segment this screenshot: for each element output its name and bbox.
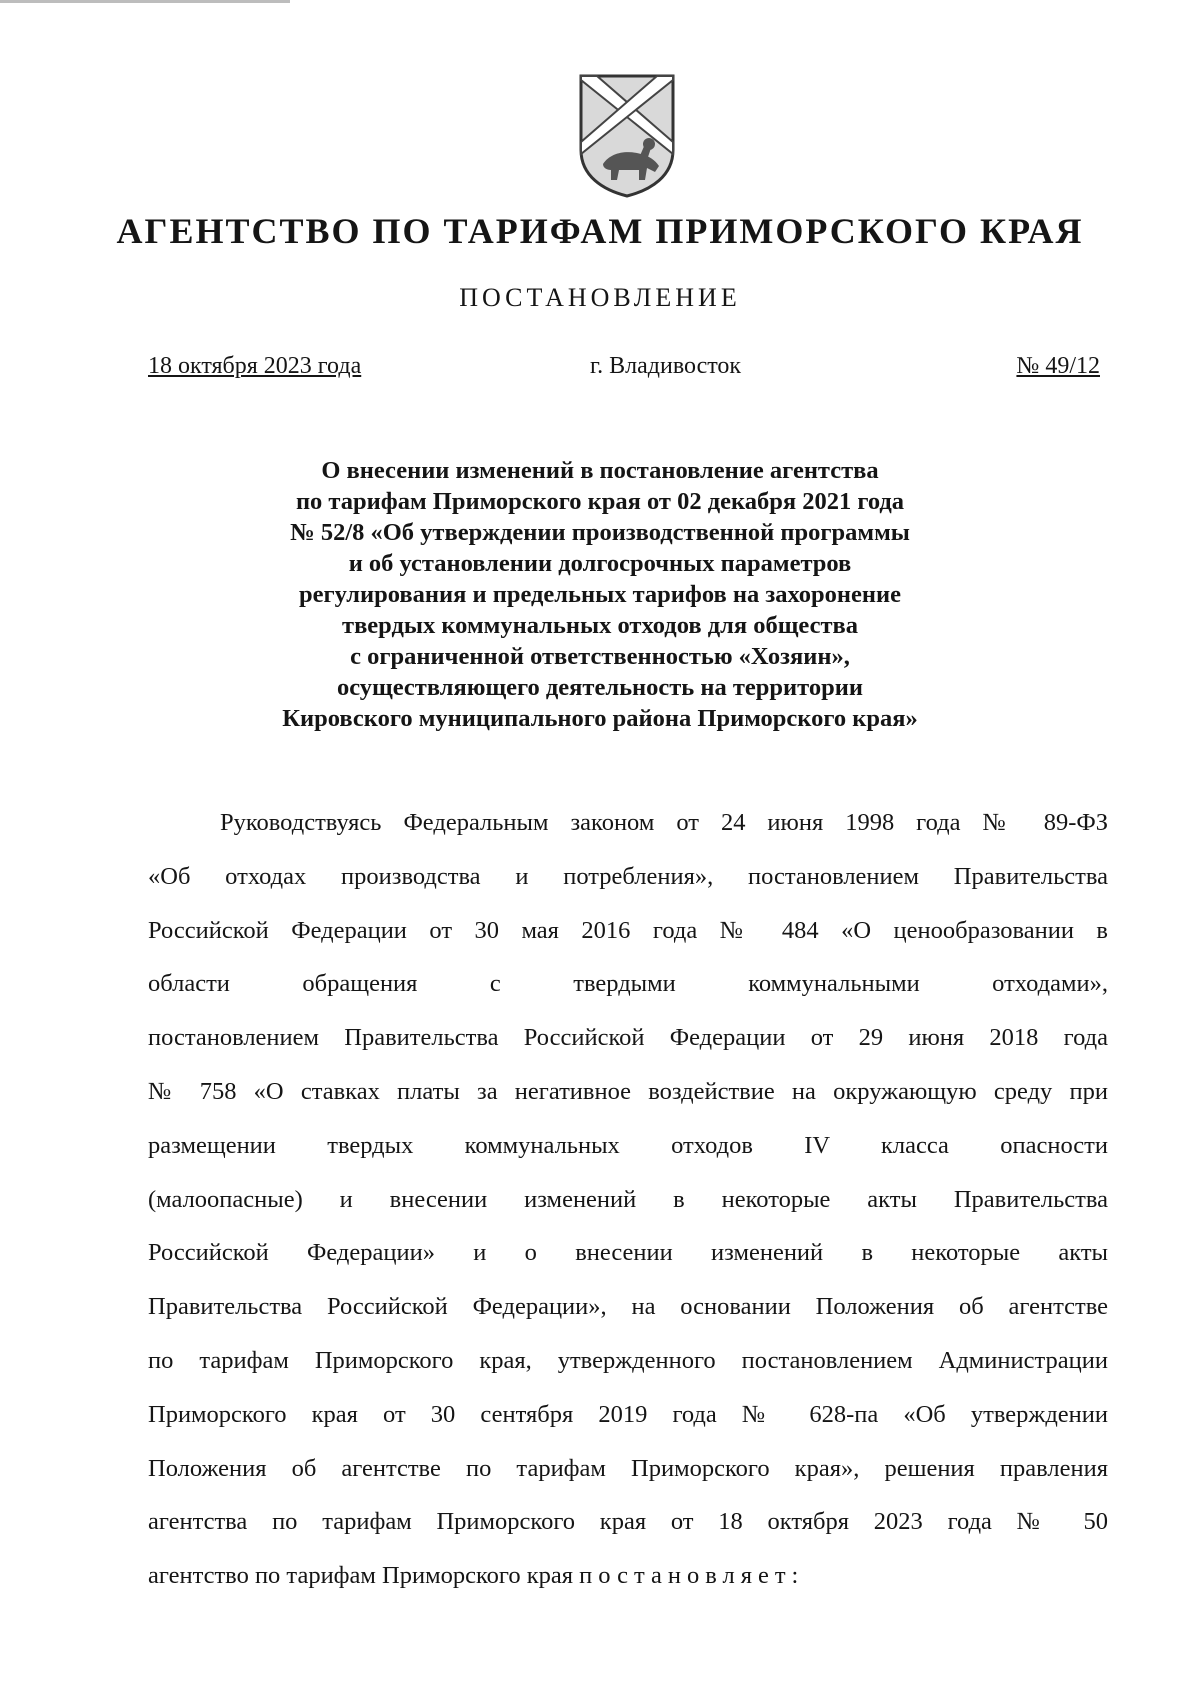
title-line: и об установлении долгосрочных параметров bbox=[348, 550, 852, 577]
body-line: Положения об агентстве по тарифам Приморского края», решения правления bbox=[148, 1454, 1108, 1482]
document-city: г. Владивосток bbox=[590, 353, 742, 379]
title-line: осуществляющего деятельность на территории bbox=[337, 674, 863, 701]
agency-name: АГЕНТСТВО ПО ТАРИФАМ ПРИМОРСКОГО КРАЯ bbox=[116, 211, 1084, 251]
title-line: с ограниченной ответственностью «Хозяин», bbox=[350, 643, 850, 670]
body-line: (малоопасные) и внесении изменений в некоторые акты Правительства bbox=[148, 1185, 1108, 1213]
title-line: Кировского муниципального района Приморского края» bbox=[282, 705, 918, 732]
body-line: агентство по тарифам Приморского края bbox=[148, 1562, 574, 1590]
document-title bbox=[180, 455, 1020, 734]
title-line: по тарифам Приморского края от 02 декабря 2021 года bbox=[295, 488, 905, 515]
body-line: Российской Федерации» и о внесении изменений в некоторые акты bbox=[148, 1239, 1108, 1267]
body-line-final bbox=[148, 1549, 1108, 1603]
body-line: агентства по тарифам Приморского края от 18 октября 2023 года № 50 bbox=[148, 1508, 1108, 1536]
preamble-paragraph bbox=[148, 796, 1108, 1603]
document-date: 18 октября 2023 года bbox=[148, 353, 362, 379]
body-line: Правительства Российской Федерации», на основании Положения об агентстве bbox=[148, 1293, 1108, 1321]
closing-word: постановляет: bbox=[579, 1562, 805, 1590]
body-line: «Об отходах производства и потребления», постановлением Правительства bbox=[148, 862, 1108, 890]
title-line: твердых коммунальных отходов для общества bbox=[342, 612, 858, 639]
primorsky-krai-coat-of-arms-icon bbox=[575, 72, 679, 198]
body-line: по тарифам Приморского края, утвержденного постановлением Администрации bbox=[148, 1346, 1108, 1374]
body-line: размещении твердых коммунальных отходов IV класса опасности bbox=[148, 1131, 1108, 1159]
document-number: № 49/12 bbox=[1016, 353, 1100, 379]
title-line: О внесении изменений в постановление агентства bbox=[321, 457, 879, 484]
body-line: Приморского края от 30 сентября 2019 года № 628-па «Об утверждении bbox=[148, 1400, 1108, 1428]
body-line: № 758 «О ставках платы за негативное воздействие на окружающую среду при bbox=[148, 1077, 1108, 1105]
body-line: постановлением Правительства Российской Федерации от 29 июня 2018 года bbox=[148, 1024, 1108, 1052]
scan-edge-mark bbox=[0, 0, 290, 3]
document-type: ПОСТАНОВЛЕНИЕ bbox=[459, 283, 741, 312]
title-line: № 52/8 «Об утверждении производственной программы bbox=[290, 519, 910, 546]
body-line: Руководствуясь Федеральным законом от 24 июня 1998 года № 89-ФЗ bbox=[220, 809, 1108, 836]
body-line: области обращения с твердыми коммунальными отходами», bbox=[148, 970, 1108, 998]
body-line: Российской Федерации от 30 мая 2016 года № 484 «О ценообразовании в bbox=[148, 916, 1108, 944]
title-line: регулирования и предельных тарифов на захоронение bbox=[298, 581, 901, 608]
